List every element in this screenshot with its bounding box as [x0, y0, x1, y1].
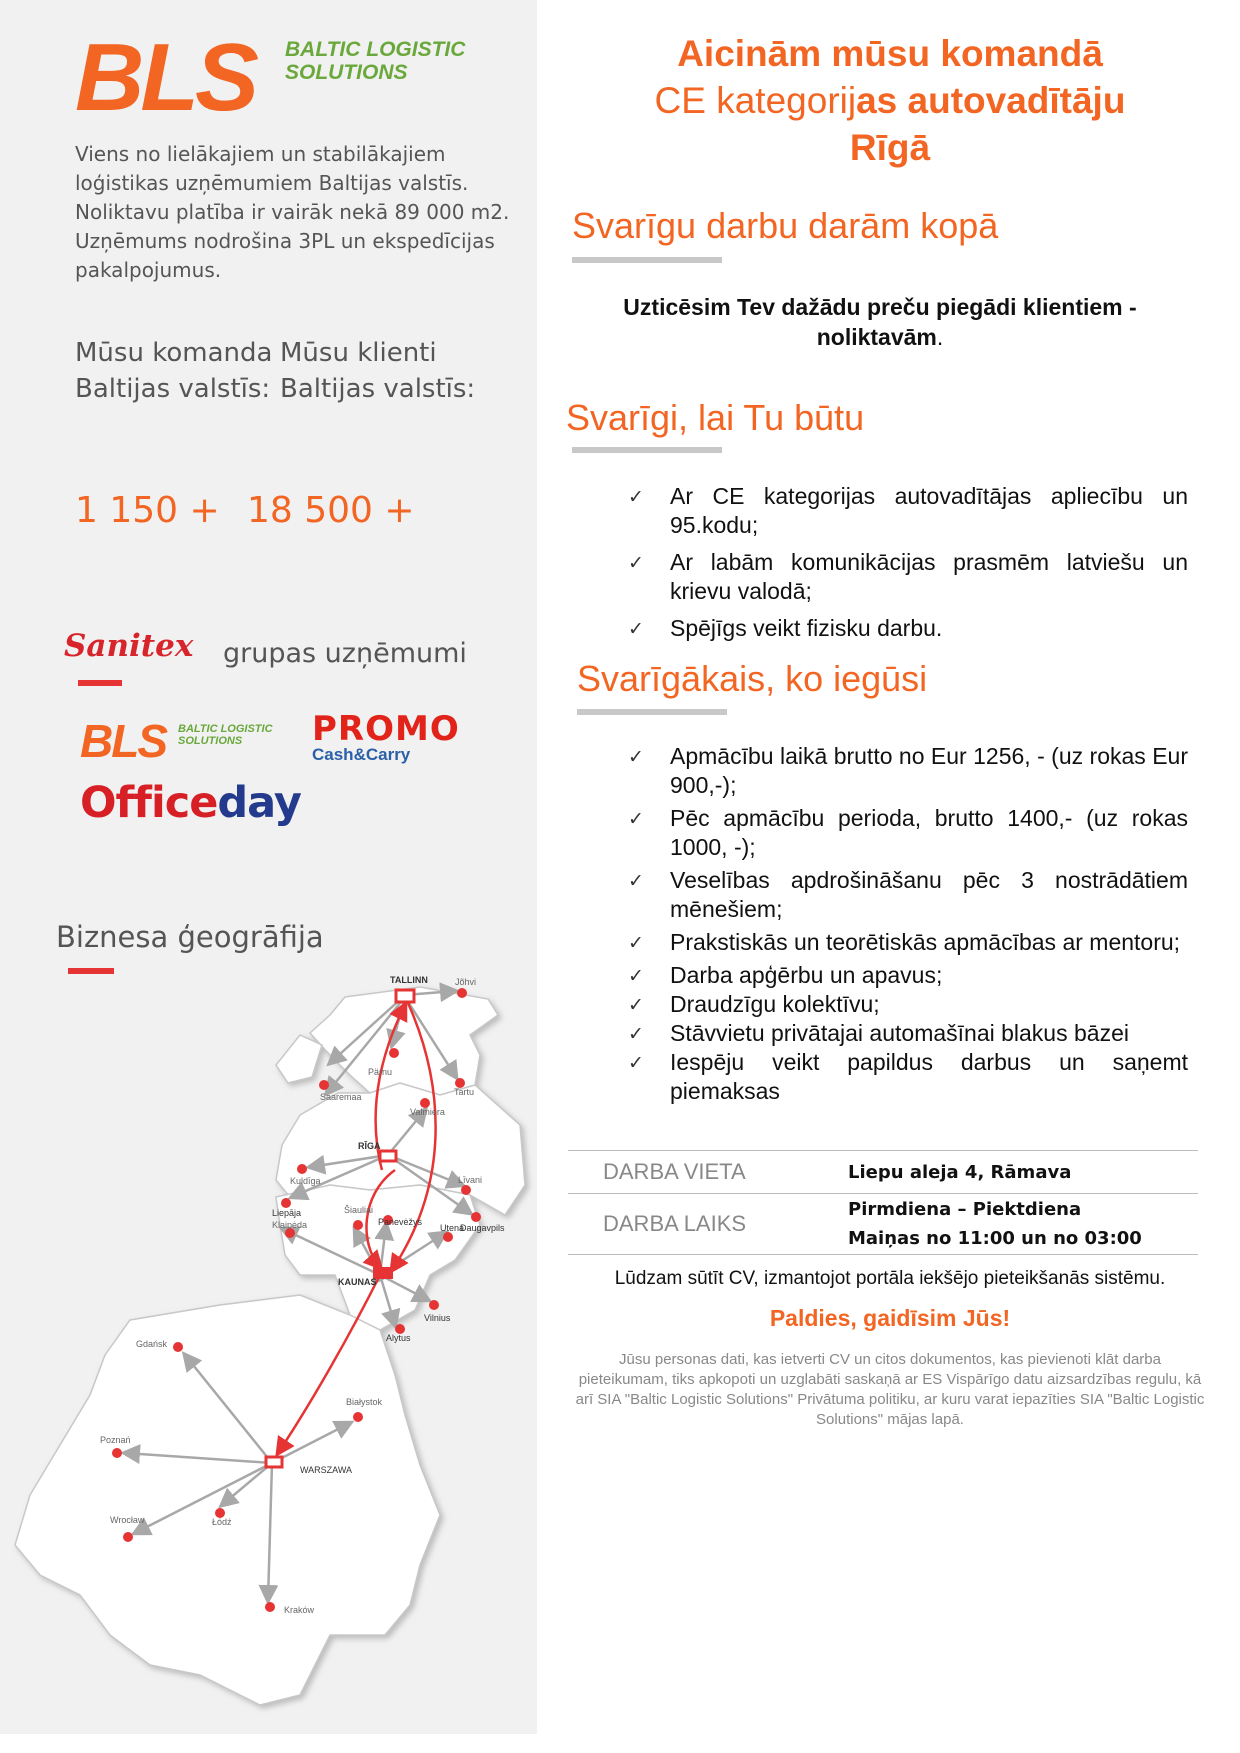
table-row [568, 1194, 1198, 1255]
list-item-text: Iespēju veikt papildus darbus un saņemt piemaksas [670, 1049, 1188, 1104]
list-item-text: Prakstiskās un teorētiskās apmācības ar mentoru; [670, 929, 1181, 955]
bls-brand-sub2: SOLUTIONS [178, 735, 243, 747]
title-line2-bold: as autovadītāju [856, 80, 1126, 121]
list-item-text: Pēc apmācību perioda, brutto 1400,- (uz rokas 1000, -); [670, 805, 1188, 860]
check-icon: ✓ [628, 1052, 644, 1074]
map-label-bialystok: Białystok [346, 1397, 383, 1407]
list-item [628, 990, 1188, 1019]
business-geography-map [0, 975, 537, 1735]
promo-sub: Cash&Carry [312, 745, 411, 764]
bls-brand-sub [178, 723, 273, 747]
stat-team-line1: Mūsu komanda [75, 338, 273, 368]
map-countries [15, 987, 525, 1705]
divider [572, 447, 722, 453]
section-title-benefits: Svarīgākais, ko iegūsi [577, 658, 928, 699]
list-item [628, 866, 1188, 924]
map-label-riga: RĪGA [358, 1141, 381, 1151]
logo-subtitle [285, 38, 465, 84]
map-label-kuldiga: Kuldīga [290, 1176, 321, 1186]
map-label-panevezys: Panevėžys [378, 1217, 423, 1227]
work-time-label: DARBA LAIKS [568, 1194, 847, 1255]
bls-brand-sub1: BALTIC LOGISTIC [178, 723, 273, 735]
divider [68, 968, 114, 974]
logo-word: BLS [75, 24, 255, 131]
map-label-poznan: Poznań [100, 1435, 131, 1445]
list-item-text: Ar labām komunikācijas prasmēm latviešu un krievu valodā; [670, 549, 1188, 604]
officeday-part-a: Office [80, 778, 218, 828]
check-icon: ✓ [628, 932, 644, 954]
check-icon: ✓ [628, 994, 644, 1016]
list-item-text: Apmācību laikā brutto no Eur 1256, - (uz rokas Eur 900,-); [670, 743, 1188, 798]
map-label-wroclaw: Wrocław [110, 1515, 145, 1525]
list-item-text: Spējīgs veikt fizisku darbu. [670, 615, 943, 641]
title-line1: Aicinām mūsu komandā [677, 33, 1103, 74]
list-item [628, 482, 1188, 540]
check-icon: ✓ [628, 618, 644, 640]
list-item [628, 614, 1188, 643]
promo-word: PROMO [312, 709, 460, 749]
stat-clients-line1: Mūsu klienti [280, 338, 437, 368]
section-title-work: Svarīgu darbu darām kopā [572, 205, 999, 246]
company-intro: Viens no lielākajiem un stabilākajiem loģistikas uzņēmumiem Baltijas valstīs. Noliktavu platība ir vairāk nekā 89 000 m2. Uzņēmums nodrošina 3PL un ekspedīcijas pakalpojumus. [75, 142, 510, 282]
map-label-vilnius: Vilnius [424, 1313, 451, 1323]
map-label-siauliai: Šiauliai [344, 1205, 374, 1215]
map-label-tartu: Tartu [454, 1087, 475, 1097]
benefits-list [628, 742, 1188, 1106]
map-label-gdansk: Gdańsk [136, 1339, 168, 1349]
list-item [628, 928, 1188, 957]
work-place-value: Liepu aleja 4, Rāmava [847, 1151, 1198, 1194]
list-item-text: Ar CE kategorijas autovadītājas apliecību un 95.kodu; [670, 483, 1188, 538]
list-item-text: Draudzīgu kolektīvu; [670, 991, 880, 1017]
list-item [628, 548, 1188, 606]
lead-text [560, 292, 1200, 352]
table-row [568, 1151, 1198, 1194]
list-item-text: Stāvvietu privātajai automašīnai blakus bāzei [670, 1020, 1129, 1046]
stat-team-line2: Baltijas valstīs: [75, 374, 271, 404]
list-item [628, 804, 1188, 862]
title-line3: Rīgā [849, 127, 931, 168]
map-label-saaremaa: Saaremaa [320, 1092, 362, 1102]
map-label-tallinn: TALLINN [390, 975, 428, 985]
work-time-shifts: Maiņas no 11:00 un no 03:00 [848, 1228, 1142, 1249]
apply-instructions: Lūdzam sūtīt CV, izmantojot portāla iekšējo pieteikšanās sistēmu. [614, 1268, 1166, 1289]
job-details-table [568, 1150, 1198, 1255]
check-icon: ✓ [628, 552, 644, 574]
officeday-logo [80, 778, 301, 828]
map-label-warszawa: WARSZAWA [300, 1465, 352, 1475]
map-label-parnu: Pärnu [368, 1067, 393, 1077]
list-item-text: Darba apģērbu un apavus; [670, 962, 943, 988]
work-time-days: Pirmdiena – Piektdiena [848, 1199, 1082, 1220]
logo-sub-line1: BALTIC LOGISTIC [285, 38, 466, 61]
stat-clients-label [280, 335, 475, 407]
bls-brand-logo [80, 715, 273, 767]
map-label-liepaja: Liepāja [272, 1208, 302, 1218]
bls-brand-word: BLS [80, 715, 166, 767]
check-icon: ✓ [628, 870, 644, 892]
title-line2 [560, 77, 1220, 124]
work-time-value [847, 1194, 1198, 1255]
stat-team-label [75, 335, 272, 407]
map-label-daugavpils: Daugavpils [460, 1223, 505, 1233]
privacy-notice: Jūsu personas dati, kas ietverti CV un citos dokumentos, kas pievienoti klāt darba pieteikumam, tiks apkopoti un uzglabāti saskaņā ar ES Vispārīgo datu aizsardzības regulu, kā arī SIA "Baltic Logistic Solutions" Privātuma politiku, ar kuru varat iepazīties SIA "Baltic Logistic Solutions" mājas lapā. [575, 1351, 1205, 1428]
map-label-johvi: Jõhvi [455, 977, 477, 987]
map-label-utena: Utena [440, 1223, 465, 1233]
group-text: grupas uzņēmumi [223, 638, 467, 669]
geography-title: Biznesa ģeogrāfija [56, 920, 324, 954]
divider [78, 680, 122, 686]
stat-team-value: 1 150 + [75, 490, 220, 531]
map-label-kaunas: KAUNAS [338, 1277, 377, 1287]
map-label-livani: Līvani [458, 1175, 483, 1185]
divider [577, 709, 727, 715]
section-title-requirements: Svarīgi, lai Tu būtu [566, 397, 865, 438]
list-item [628, 961, 1188, 990]
list-item [628, 1048, 1188, 1106]
check-icon: ✓ [628, 746, 644, 768]
list-item-text: Veselības apdrošināšanu pēc 3 nostrādātiem mēnešiem; [670, 867, 1188, 922]
map-label-krakow: Kraków [284, 1605, 315, 1615]
lead-bold: Uzticēsim Tev dažādu preču piegādi klientiem - noliktavām [623, 294, 1137, 350]
promo-logo [312, 709, 460, 764]
check-icon: ✓ [628, 486, 644, 508]
list-item [628, 1019, 1188, 1048]
lead-end: . [936, 324, 944, 350]
check-icon: ✓ [628, 965, 644, 987]
map-label-klaipeda: Klaipėda [272, 1220, 308, 1230]
stat-clients-value: 18 500 + [247, 490, 415, 531]
bls-logo [75, 24, 466, 131]
check-icon: ✓ [628, 1023, 644, 1045]
work-place-label: DARBA VIETA [568, 1151, 847, 1194]
check-icon: ✓ [628, 808, 644, 830]
officeday-part-b: day [217, 778, 301, 828]
thanks-text: Paldies, gaidīsim Jūs! [769, 1305, 1011, 1331]
logo-sub-line2: SOLUTIONS [285, 61, 408, 84]
left-panel [0, 0, 537, 1734]
list-item [628, 742, 1188, 800]
page-title [560, 30, 1220, 171]
map-label-alytus: Alytus [386, 1333, 411, 1343]
divider [572, 257, 722, 263]
map-label-lodz: Łódź [212, 1517, 232, 1527]
stat-clients-line2: Baltijas valstīs: [280, 374, 476, 404]
requirements-list [628, 482, 1188, 643]
map-label-valmiera: Valmiera [410, 1107, 445, 1117]
estonia-shape [276, 987, 498, 1095]
sanitex-logo: Sanitex [64, 628, 194, 664]
title-line2-normal: CE kategorij [654, 80, 857, 121]
